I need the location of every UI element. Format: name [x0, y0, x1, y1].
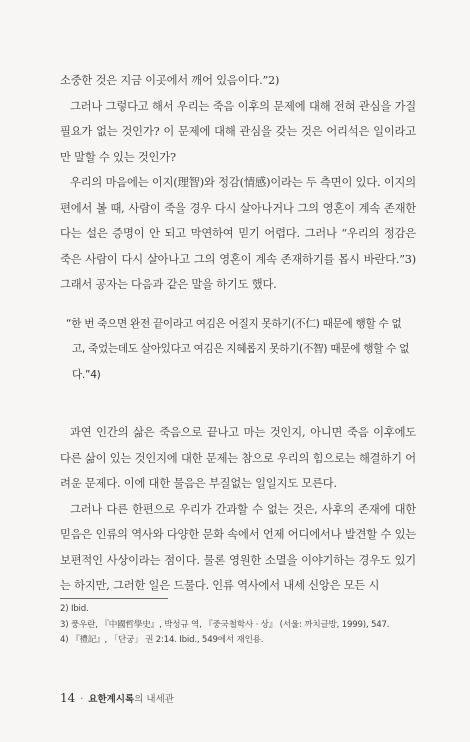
footnote-3: 3) 풍우란, 『中國哲學史』, 박성규 역, 『중국철학사 · 상』 (서울: 까치글방, 1999), 547.: [60, 619, 390, 630]
footer-separator: ·: [80, 694, 84, 705]
footnotes: [60, 602, 420, 649]
main-text: [60, 68, 416, 599]
page-number: 14: [60, 691, 76, 705]
paragraph-3: 과연 인간의 삶은 죽음으로 끝나고 마는 것인지, 아니면 죽음 이후에도 다른 삶이 있는 것인지에 대한 문제는 참으로 우리의 힘으로는 해결하기 어려운 문제다. 이에 대한 물음은 부질없는 일일지도 모른다.: [60, 426, 416, 490]
quote-line-0: “한 번 죽으면 완전 끝이라고 여김은 어질지 못하기(不仁) 때문에 행할 수 없: [66, 317, 402, 330]
book-title: 요한계시록: [88, 694, 135, 705]
quote-line-1: 고, 죽었는데도 살아있다고 여김은 지혜롭지 못하기(不智) 때문에 행할 수 없: [72, 343, 410, 355]
paragraph-1: 그러나 그렇다고 해서 우리는 죽음 이후의 문제에 대해 전혀 관심을 가질 필요가 없는 것인가? 이 문제에 대해 관심을 갖는 것은 어리석은 일이라고만 말할 수 있는 것인가?: [60, 99, 416, 164]
footnote-2: 2) Ibid.: [60, 604, 89, 614]
book-title-suffix: 의 내세관: [134, 694, 174, 705]
page-footer: [60, 691, 174, 705]
footnote-4: 4) 『禮記』, 「단궁」 권 2:14. Ibid., 549에서 재인용.: [60, 635, 264, 645]
footnote-divider: [60, 598, 168, 599]
paragraph-0: 소중한 것은 지금 이곳에서 깨어 있음이다.”2): [60, 74, 280, 87]
paragraph-4: 그러나 다른 한편으로 우리가 간과할 수 없는 것은, 사후의 존재에 대한 믿음은 인류의 역사와 다양한 문화 속에서 언제 어디에서나 발견할 수 있는 보편적인 사상이라는 점이다. 물론 영원한 소멸을 이야기하는 경우도 있기는 하지만, 그러한 일은 드물다. 인류 역사에서 내세 신앙은 모든 시: [60, 502, 416, 592]
block-quote: [66, 312, 416, 389]
paragraph-2: 우리의 마음에는 이지(理智)와 정감(情感)이라는 두 측면이 있다. 이지의 편에서 볼 때, 사람이 죽을 경우 다시 살아나거나 그의 영혼이 계속 존재한다는 설은 증명이 안 되고 막연하여 믿기 어렵다. 그러나 “우리의 정감은 죽은 사람이 다시 살아나고 그의 영혼이 계속 존재하기를 몹시 바란다.”3) 그래서 공자는 다음과 같은 말을 하기도 했다.: [60, 176, 416, 291]
quote-line-2: 다.”4): [72, 368, 101, 381]
